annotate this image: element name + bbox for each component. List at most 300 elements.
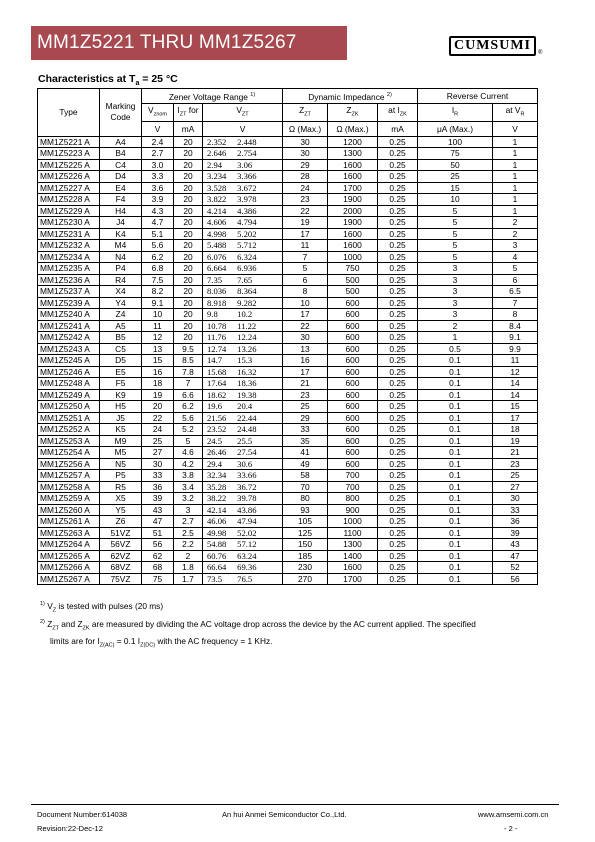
cell-vzt — [203, 550, 283, 562]
cell-vznom: 4.7 — [142, 217, 174, 229]
vzt-min: 29.4 — [207, 458, 223, 469]
cell-marking: H5 — [100, 401, 142, 413]
cell-vzt — [203, 481, 283, 493]
cell-marking: H4 — [100, 205, 142, 217]
vzt-max: 2.448 — [237, 136, 257, 147]
table-row — [38, 332, 538, 344]
cell-vznom: 30 — [142, 458, 174, 470]
cell-marking: 68VZ — [100, 562, 142, 574]
cell-izt: 20 — [174, 251, 203, 263]
cell-marking: D4 — [100, 171, 142, 183]
cell-zzk: 750 — [328, 263, 378, 275]
table-row — [38, 171, 538, 183]
table-row — [38, 401, 538, 413]
table-row — [38, 320, 538, 332]
vzt-min: 3.234 — [207, 171, 227, 182]
cell-ir: 0.1 — [418, 447, 493, 459]
vzt-min: 4.606 — [207, 217, 227, 228]
cell-at-vr: 43 — [493, 539, 538, 551]
cell-ir: 0.1 — [418, 562, 493, 574]
cell-zzk: 1400 — [328, 550, 378, 562]
header-zzt: $Z_{ZT}$ — [283, 104, 328, 122]
vzt-min: 23.52 — [207, 424, 227, 435]
cell-at-izk: 0.25 — [378, 493, 418, 505]
table-row — [38, 309, 538, 321]
table-row — [38, 412, 538, 424]
cell-ir: 75 — [418, 148, 493, 160]
cell-izt: 1.7 — [174, 573, 203, 585]
cell-ir: 0.1 — [418, 412, 493, 424]
cell-zzk: 900 — [328, 504, 378, 516]
cell-type: MM1Z5254 A — [38, 447, 100, 459]
vzt-max: 4.386 — [237, 205, 257, 216]
vzt-max: 2.754 — [237, 148, 257, 159]
cell-type: MM1Z5257 A — [38, 470, 100, 482]
header-at-izk: at $I_{ZK}$ — [378, 104, 418, 122]
cell-izt: 20 — [174, 194, 203, 206]
cell-vznom: 24 — [142, 424, 174, 436]
cell-vznom: 47 — [142, 516, 174, 528]
cell-izt: 9.5 — [174, 343, 203, 355]
vzt-min: 38.22 — [207, 493, 227, 504]
cell-ir: 0.1 — [418, 504, 493, 516]
table-row — [38, 274, 538, 286]
cell-zzk: 600 — [328, 366, 378, 378]
vzt-max: 9.282 — [237, 297, 257, 308]
cell-vznom: 7.5 — [142, 274, 174, 286]
cell-zzt: 93 — [283, 504, 328, 516]
cell-marking: P4 — [100, 263, 142, 275]
cell-vznom: 2.7 — [142, 148, 174, 160]
cell-type: MM1Z5236 A — [38, 274, 100, 286]
cell-zzk: 1000 — [328, 251, 378, 263]
cell-zzk: 600 — [328, 355, 378, 367]
table-row — [38, 493, 538, 505]
cell-izt: 2.5 — [174, 527, 203, 539]
cell-vzt — [203, 159, 283, 171]
cell-marking: 62VZ — [100, 550, 142, 562]
vzt-max: 7.65 — [237, 274, 253, 285]
cell-vzt — [203, 389, 283, 401]
header-izt: $I_{ZT}$ for — [174, 104, 203, 122]
cell-zzt: 30 — [283, 136, 328, 148]
cell-vzt — [203, 539, 283, 551]
cell-type: MM1Z5227 A — [38, 182, 100, 194]
cell-ir: 0.1 — [418, 516, 493, 528]
table-row — [38, 366, 538, 378]
cell-zzt: 30 — [283, 148, 328, 160]
cell-marking: K4 — [100, 228, 142, 240]
cell-izt: 8.5 — [174, 355, 203, 367]
table-row — [38, 424, 538, 436]
table-row — [38, 240, 538, 252]
cell-vzt — [203, 378, 283, 390]
cell-vznom: 33 — [142, 470, 174, 482]
vzt-min: 8.036 — [207, 286, 227, 297]
cell-type: MM1Z5252 A — [38, 424, 100, 436]
cell-ir: 3 — [418, 286, 493, 298]
vzt-max: 13.26 — [237, 343, 257, 354]
cell-at-vr: 8.4 — [493, 320, 538, 332]
vzt-min: 6.664 — [207, 263, 227, 274]
cell-vznom: 25 — [142, 435, 174, 447]
footer-divider — [31, 804, 559, 805]
cell-at-izk: 0.25 — [378, 136, 418, 148]
cell-type: MM1Z5246 A — [38, 366, 100, 378]
cell-at-vr: 19 — [493, 435, 538, 447]
cell-vznom: 18 — [142, 378, 174, 390]
cell-izt: 20 — [174, 136, 203, 148]
cell-ir: 0.1 — [418, 470, 493, 482]
table-row — [38, 194, 538, 206]
table-row — [38, 458, 538, 470]
vzt-min: 46.06 — [207, 516, 227, 527]
vzt-min: 14.7 — [207, 355, 223, 366]
cell-vzt — [203, 286, 283, 298]
cell-zzk: 600 — [328, 412, 378, 424]
cell-at-vr: 1 — [493, 148, 538, 160]
cell-at-izk: 0.25 — [378, 516, 418, 528]
table-row — [38, 435, 538, 447]
cell-at-vr: 1 — [493, 171, 538, 183]
cell-zzt: 41 — [283, 447, 328, 459]
cell-marking: B4 — [100, 148, 142, 160]
cell-zzt: 125 — [283, 527, 328, 539]
cell-vzt — [203, 401, 283, 413]
cell-ir: 15 — [418, 182, 493, 194]
cell-vznom: 3.0 — [142, 159, 174, 171]
cell-vzt — [203, 171, 283, 183]
cell-vzt — [203, 217, 283, 229]
cell-izt: 20 — [174, 263, 203, 275]
cell-vzt — [203, 263, 283, 275]
cell-zzt: 19 — [283, 217, 328, 229]
table-row — [38, 550, 538, 562]
vzt-min: 54.88 — [207, 539, 227, 550]
cell-marking: X4 — [100, 286, 142, 298]
cell-type: MM1Z5241 A — [38, 320, 100, 332]
cell-at-izk: 0.25 — [378, 355, 418, 367]
cell-zzk: 600 — [328, 458, 378, 470]
cell-zzt: 21 — [283, 378, 328, 390]
vzt-min: 66.64 — [207, 562, 227, 573]
cell-at-izk: 0.25 — [378, 297, 418, 309]
cell-zzk: 600 — [328, 343, 378, 355]
vzt-min: 3.822 — [207, 194, 227, 205]
cell-vzt — [203, 136, 283, 148]
vzt-max: 4.794 — [237, 217, 257, 228]
cell-at-vr: 4 — [493, 251, 538, 263]
cell-ir: 5 — [418, 228, 493, 240]
cell-type: MM1Z5237 A — [38, 286, 100, 298]
vzt-max: 47.94 — [237, 516, 257, 527]
vzt-min: 4.214 — [207, 205, 227, 216]
cell-at-vr: 27 — [493, 481, 538, 493]
vzt-min: 19.6 — [207, 401, 223, 412]
cell-ir: 0.1 — [418, 481, 493, 493]
cell-zzt: 22 — [283, 205, 328, 217]
cell-zzk: 600 — [328, 309, 378, 321]
cell-vzt — [203, 274, 283, 286]
cell-at-izk: 0.25 — [378, 240, 418, 252]
cell-vzt — [203, 493, 283, 505]
vzt-min: 21.56 — [207, 412, 227, 423]
cell-ir: 0.1 — [418, 366, 493, 378]
cell-ir: 0.1 — [418, 435, 493, 447]
cell-zzt: 17 — [283, 366, 328, 378]
cell-type: MM1Z5228 A — [38, 194, 100, 206]
cell-type: MM1Z5240 A — [38, 309, 100, 321]
cell-vznom: 20 — [142, 401, 174, 413]
table-row — [38, 297, 538, 309]
cell-ir: 1 — [418, 332, 493, 344]
cell-at-izk: 0.25 — [378, 274, 418, 286]
vzt-max: 39.78 — [237, 493, 257, 504]
cell-izt: 3.4 — [174, 481, 203, 493]
cell-izt: 7 — [174, 378, 203, 390]
unit-v: V — [142, 121, 174, 136]
characteristics-table — [37, 88, 538, 585]
cell-type: MM1Z5256 A — [38, 458, 100, 470]
cell-zzk: 600 — [328, 447, 378, 459]
vzt-max: 30.6 — [237, 458, 253, 469]
vzt-max: 12.24 — [237, 332, 257, 343]
cell-izt: 2 — [174, 550, 203, 562]
cell-marking: K9 — [100, 389, 142, 401]
cell-zzt: 8 — [283, 286, 328, 298]
cell-vzt — [203, 435, 283, 447]
cell-type: MM1Z5229 A — [38, 205, 100, 217]
cell-type: MM1Z5221 A — [38, 136, 100, 148]
vzt-max: 22.44 — [237, 412, 257, 423]
cell-marking: J4 — [100, 217, 142, 229]
cell-zzk: 1300 — [328, 148, 378, 160]
table-row — [38, 228, 538, 240]
vzt-min: 18.62 — [207, 389, 227, 400]
cell-vznom: 9.1 — [142, 297, 174, 309]
table-row — [38, 481, 538, 493]
cell-at-izk: 0.25 — [378, 470, 418, 482]
characteristics-heading: Characteristics at $T_a = 25$ °C — [38, 73, 178, 88]
cell-marking: B5 — [100, 332, 142, 344]
cell-vznom: 4.3 — [142, 205, 174, 217]
cell-marking: X5 — [100, 493, 142, 505]
cell-vzt — [203, 228, 283, 240]
company-name: An hui Anmei Semiconductor Co.,Ltd. — [222, 810, 347, 819]
cell-at-izk: 0.25 — [378, 194, 418, 206]
cell-zzk: 600 — [328, 401, 378, 413]
cell-at-vr: 14 — [493, 378, 538, 390]
cell-at-izk: 0.25 — [378, 527, 418, 539]
cell-izt: 20 — [174, 297, 203, 309]
cell-vznom: 51 — [142, 527, 174, 539]
cell-at-izk: 0.25 — [378, 562, 418, 574]
cell-ir: 0.1 — [418, 539, 493, 551]
vzt-max: 20.4 — [237, 401, 253, 412]
cell-at-izk: 0.25 — [378, 182, 418, 194]
cell-izt: 20 — [174, 171, 203, 183]
cell-izt: 20 — [174, 182, 203, 194]
cell-at-izk: 0.25 — [378, 286, 418, 298]
cell-at-izk: 0.25 — [378, 159, 418, 171]
cell-at-izk: 0.25 — [378, 263, 418, 275]
cell-type: MM1Z5243 A — [38, 343, 100, 355]
cell-izt: 7.8 — [174, 366, 203, 378]
cell-vzt — [203, 562, 283, 574]
table-body — [38, 136, 538, 585]
footnote-2-continued: limits are for $I_{Z(AC)} = 0.1$ $I_{Z(DC)}$ with the AC frequency = 1 KHz. — [50, 635, 273, 649]
cell-vzt — [203, 527, 283, 539]
vzt-max: 8.364 — [237, 286, 257, 297]
cell-type: MM1Z5223 A — [38, 148, 100, 160]
vzt-max: 24.48 — [237, 424, 257, 435]
header-zener-voltage: Zener Voltage Range $^{1)}$ — [142, 89, 283, 104]
vzt-min: 2.352 — [207, 136, 227, 147]
header-type: Type — [38, 89, 100, 137]
cell-izt: 5 — [174, 435, 203, 447]
cell-type: MM1Z5265 A — [38, 550, 100, 562]
cell-vznom: 2.4 — [142, 136, 174, 148]
cell-zzt: 70 — [283, 481, 328, 493]
cell-marking: 51VZ — [100, 527, 142, 539]
vzt-min: 9.8 — [207, 309, 218, 320]
cell-vznom: 62 — [142, 550, 174, 562]
cell-vzt — [203, 366, 283, 378]
cell-zzk: 1900 — [328, 194, 378, 206]
website-link[interactable]: www.amsemi.com.cn — [478, 810, 549, 819]
cell-zzk: 700 — [328, 481, 378, 493]
cell-marking: 75VZ — [100, 573, 142, 585]
cell-at-vr: 3 — [493, 240, 538, 252]
cell-marking: N4 — [100, 251, 142, 263]
vzt-min: 4.998 — [207, 228, 227, 239]
cell-vzt — [203, 309, 283, 321]
vzt-min: 10.78 — [207, 320, 227, 331]
cell-izt: 20 — [174, 240, 203, 252]
cell-zzk: 1600 — [328, 171, 378, 183]
vzt-max: 5.202 — [237, 228, 257, 239]
revision-date: Revision:22-Dec-12 — [37, 824, 103, 833]
cell-type: MM1Z5250 A — [38, 401, 100, 413]
cell-ir: 100 — [418, 136, 493, 148]
cell-vzt — [203, 182, 283, 194]
vzt-min: 8.918 — [207, 297, 227, 308]
cell-zzk: 1700 — [328, 573, 378, 585]
vzt-min: 12.74 — [207, 343, 227, 354]
cell-vznom: 27 — [142, 447, 174, 459]
cell-at-vr: 1 — [493, 205, 538, 217]
table-row — [38, 389, 538, 401]
cell-marking: E5 — [100, 366, 142, 378]
vzt-max: 33.66 — [237, 470, 257, 481]
vzt-max: 3.06 — [237, 159, 253, 170]
cell-at-izk: 0.25 — [378, 251, 418, 263]
cell-vznom: 10 — [142, 309, 174, 321]
cell-izt: 3 — [174, 504, 203, 516]
cell-zzt: 33 — [283, 424, 328, 436]
document-number: Document Number:614038 — [37, 810, 128, 819]
unit-v: V — [203, 121, 283, 136]
cell-vzt — [203, 355, 283, 367]
cell-type: MM1Z5242 A — [38, 332, 100, 344]
cell-izt: 20 — [174, 148, 203, 160]
header-reverse-current: Reverse Current — [418, 89, 538, 104]
cell-type: MM1Z5263 A — [38, 527, 100, 539]
cell-izt: 20 — [174, 309, 203, 321]
cell-type: MM1Z5249 A — [38, 389, 100, 401]
cell-vzt — [203, 504, 283, 516]
cell-at-izk: 0.25 — [378, 504, 418, 516]
header-vznom: $V_{znom}$ — [142, 104, 174, 122]
cell-izt: 2.2 — [174, 539, 203, 551]
vzt-max: 3.672 — [237, 182, 257, 193]
cell-zzt: 25 — [283, 401, 328, 413]
cell-izt: 1.8 — [174, 562, 203, 574]
cell-ir: 0.1 — [418, 389, 493, 401]
cell-at-vr: 6.5 — [493, 286, 538, 298]
cell-izt: 5.6 — [174, 412, 203, 424]
cell-vzt — [203, 297, 283, 309]
cell-zzk: 600 — [328, 332, 378, 344]
cell-zzk: 500 — [328, 286, 378, 298]
cell-type: MM1Z5260 A — [38, 504, 100, 516]
cell-zzk: 600 — [328, 389, 378, 401]
cell-zzt: 28 — [283, 171, 328, 183]
table-row — [38, 562, 538, 574]
unit-ohm: Ω (Max.) — [328, 121, 378, 136]
cell-at-izk: 0.25 — [378, 389, 418, 401]
cell-zzt: 80 — [283, 493, 328, 505]
cell-vznom: 3.3 — [142, 171, 174, 183]
table-row — [38, 355, 538, 367]
cell-ir: 0.1 — [418, 573, 493, 585]
cell-at-izk: 0.25 — [378, 171, 418, 183]
cell-type: MM1Z5234 A — [38, 251, 100, 263]
cell-vznom: 6.2 — [142, 251, 174, 263]
cell-zzk: 1700 — [328, 182, 378, 194]
table-row — [38, 504, 538, 516]
cell-ir: 0.5 — [418, 343, 493, 355]
cell-type: MM1Z5266 A — [38, 562, 100, 574]
cell-izt: 20 — [174, 286, 203, 298]
cell-vznom: 75 — [142, 573, 174, 585]
cell-ir: 3 — [418, 263, 493, 275]
table-row — [38, 539, 538, 551]
unit-ma: mA — [378, 121, 418, 136]
cell-type: MM1Z5231 A — [38, 228, 100, 240]
cell-type: MM1Z5253 A — [38, 435, 100, 447]
cell-at-vr: 2 — [493, 228, 538, 240]
cell-izt: 2.7 — [174, 516, 203, 528]
cell-vzt — [203, 194, 283, 206]
cell-vzt — [203, 458, 283, 470]
cell-marking: F4 — [100, 194, 142, 206]
cell-marking: E4 — [100, 182, 142, 194]
cell-zzk: 800 — [328, 493, 378, 505]
cell-at-vr: 6 — [493, 274, 538, 286]
cell-type: MM1Z5264 A — [38, 539, 100, 551]
header-ir: $I_R$ — [418, 104, 493, 122]
cell-vzt — [203, 205, 283, 217]
cell-zzt: 23 — [283, 389, 328, 401]
cell-zzk: 600 — [328, 378, 378, 390]
cell-at-izk: 0.25 — [378, 309, 418, 321]
vzt-max: 11.22 — [237, 320, 257, 331]
cell-marking: P5 — [100, 470, 142, 482]
cell-at-vr: 2 — [493, 217, 538, 229]
cell-vznom: 11 — [142, 320, 174, 332]
cell-at-vr: 1 — [493, 159, 538, 171]
